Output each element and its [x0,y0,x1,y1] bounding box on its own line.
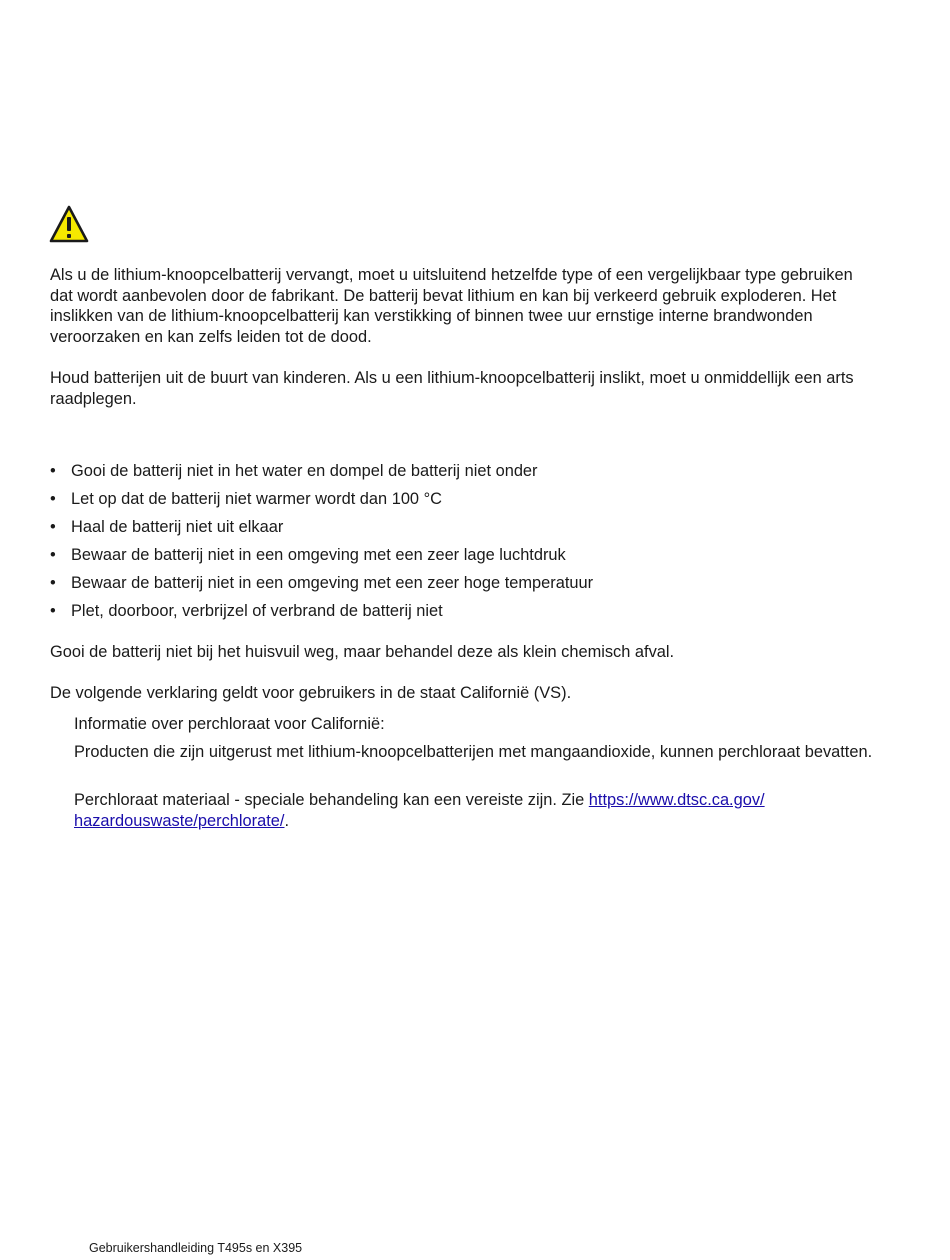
california-perchlorate-text: Producten die zijn uitgerust met lithium-knoopcelbatterijen met mangaandioxide, kunnen perchloraat bevatten. [74,743,873,761]
list-item: • Bewaar de batterij niet in een omgeving met een zeer hoge temperatuur [50,574,594,592]
bullet-dot: • [50,490,56,508]
list-item: • Gooi de batterij niet in het water en dompel de batterij niet onder [50,462,538,480]
bullet-dot: • [50,602,56,620]
page-footer: Gebruikershandleiding T495s en X395 [89,1241,303,1255]
paragraph-california-statement: De volgende verklaring geldt voor gebruikers in de staat Californië (VS). [50,684,572,702]
california-heading: Informatie over perchloraat voor Californië: [74,715,385,733]
california-link-paragraph: Perchloraat materiaal - speciale behandeling kan een vereiste zijn. Zie https://www.dtsc.ca.gov/ hazardouswaste/perchlorate/. [74,791,765,830]
list-item: • Haal de batterij niet uit elkaar [50,518,284,536]
warning-triangle-icon [49,205,89,243]
dtsc-perchlorate-link[interactable]: https://www.dtsc.ca.gov/ hazardouswaste/perchlorate/ [74,791,765,830]
list-item: • Bewaar de batterij niet in een omgeving met een zeer lage luchtdruk [50,546,566,564]
bullet-dot: • [50,462,56,480]
list-item: • Let op dat de batterij niet warmer wordt dan 100 °C [50,490,442,508]
bullet-dot: • [50,574,56,592]
paragraph-disposal: Gooi de batterij niet bij het huisvuil weg, maar behandel deze als klein chemisch afval. [50,643,675,661]
bullet-dot: • [50,518,56,536]
bullet-list [50,461,880,629]
paragraph-battery-replacement: Als u de lithium-knoopcelbatterij vervangt, moet u uitsluitend hetzelfde type of een vergelijkbaar type gebruiken dat wordt aanbevolen door de fabrikant. De batterij bevat lithium en kan bij verkeerd gebruik exploderen. Het inslikken van de lithium-knoopcelbatterij kan verstikking of binnen twee uur ernstige interne brandwonden veroorzaken en kan zelfs leiden tot de dood. [50,266,853,346]
bullet-dot: • [50,546,56,564]
paragraph-keep-away-children: Houd batterijen uit de buurt van kinderen. Als u een lithium-knoopcelbatterij inslikt, moet u onmiddellijk een arts raadplegen. [50,369,854,408]
list-item: • Plet, doorboor, verbrijzel of verbrand de batterij niet [50,602,443,620]
